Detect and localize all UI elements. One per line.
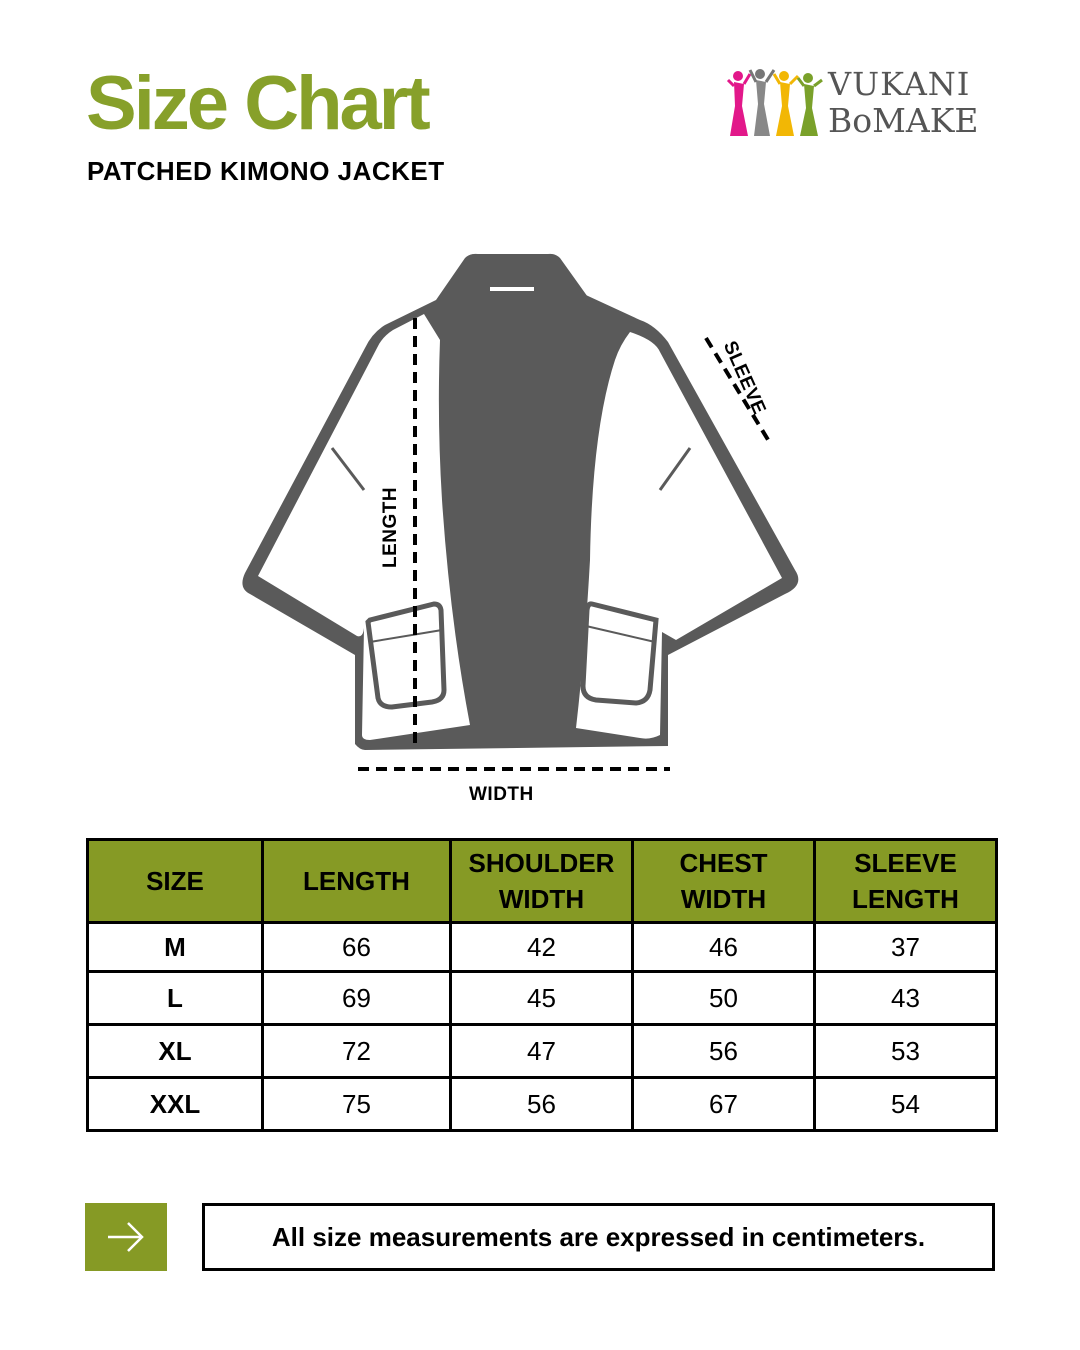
header-line: SLEEVE (854, 848, 957, 878)
units-note-text: All size measurements are expressed in centimeters. (271, 1221, 926, 1252)
units-note (202, 1203, 995, 1271)
right-pocket (583, 604, 656, 703)
table-row (88, 923, 997, 972)
collar-tag (490, 287, 534, 291)
table-cell: 46 (633, 923, 815, 972)
brand-name (828, 65, 979, 140)
header-line: CHEST (679, 848, 768, 878)
size-cell: L (88, 972, 263, 1025)
column-header-sleeve-length (815, 840, 997, 923)
page-title: Size Chart (86, 61, 428, 146)
size-cell: XXL (88, 1078, 263, 1131)
column-header-chest-width (633, 840, 815, 923)
table-cell: 56 (451, 1078, 633, 1131)
kimono-jacket-illustration (0, 230, 1080, 790)
brand-logo (722, 66, 1002, 146)
arrow-badge (85, 1203, 167, 1271)
product-subtitle: PATCHED KIMONO JACKET (87, 156, 445, 186)
length-label: LENGTH (380, 486, 401, 568)
arrow-right-icon (104, 1219, 148, 1255)
table-cell: 53 (815, 1025, 997, 1078)
table-cell: 75 (263, 1078, 451, 1131)
table-row (88, 1025, 997, 1078)
table-cell: 47 (451, 1025, 633, 1078)
size-table (86, 838, 998, 1132)
table-row (88, 972, 997, 1025)
table-cell: 67 (633, 1078, 815, 1131)
table-cell: 54 (815, 1078, 997, 1131)
column-header-length (263, 840, 451, 923)
width-label: WIDTH (469, 784, 534, 805)
table-cell: 45 (451, 972, 633, 1025)
table-cell: 37 (815, 923, 997, 972)
dancing-figures-logo-icon (722, 66, 826, 142)
left-pocket (368, 604, 444, 707)
header-line: LENGTH (303, 866, 410, 896)
column-header-size (88, 840, 263, 923)
sleeve-label: SLEEVE (718, 338, 770, 418)
header-line: WIDTH (680, 884, 767, 914)
table-cell: 69 (263, 972, 451, 1025)
table-cell: 72 (263, 1025, 451, 1078)
jacket-collar (436, 254, 590, 310)
table-row (88, 1078, 997, 1131)
column-header-shoulder-width (451, 840, 633, 923)
table-cell: 56 (633, 1025, 815, 1078)
size-table-header-row (88, 840, 997, 923)
header-line: SIZE (146, 866, 204, 896)
size-cell: XL (88, 1025, 263, 1078)
header-line: WIDTH (498, 884, 585, 914)
header-line: SHOULDER (468, 848, 615, 878)
brand-name-line2: BoMAKE (828, 101, 979, 140)
brand-name-line1: VUKANI (828, 65, 971, 103)
header-line: LENGTH (852, 884, 959, 914)
table-cell: 50 (633, 972, 815, 1025)
table-cell: 66 (263, 923, 451, 972)
table-cell: 42 (451, 923, 633, 972)
table-cell: 43 (815, 972, 997, 1025)
size-cell: M (88, 923, 263, 972)
